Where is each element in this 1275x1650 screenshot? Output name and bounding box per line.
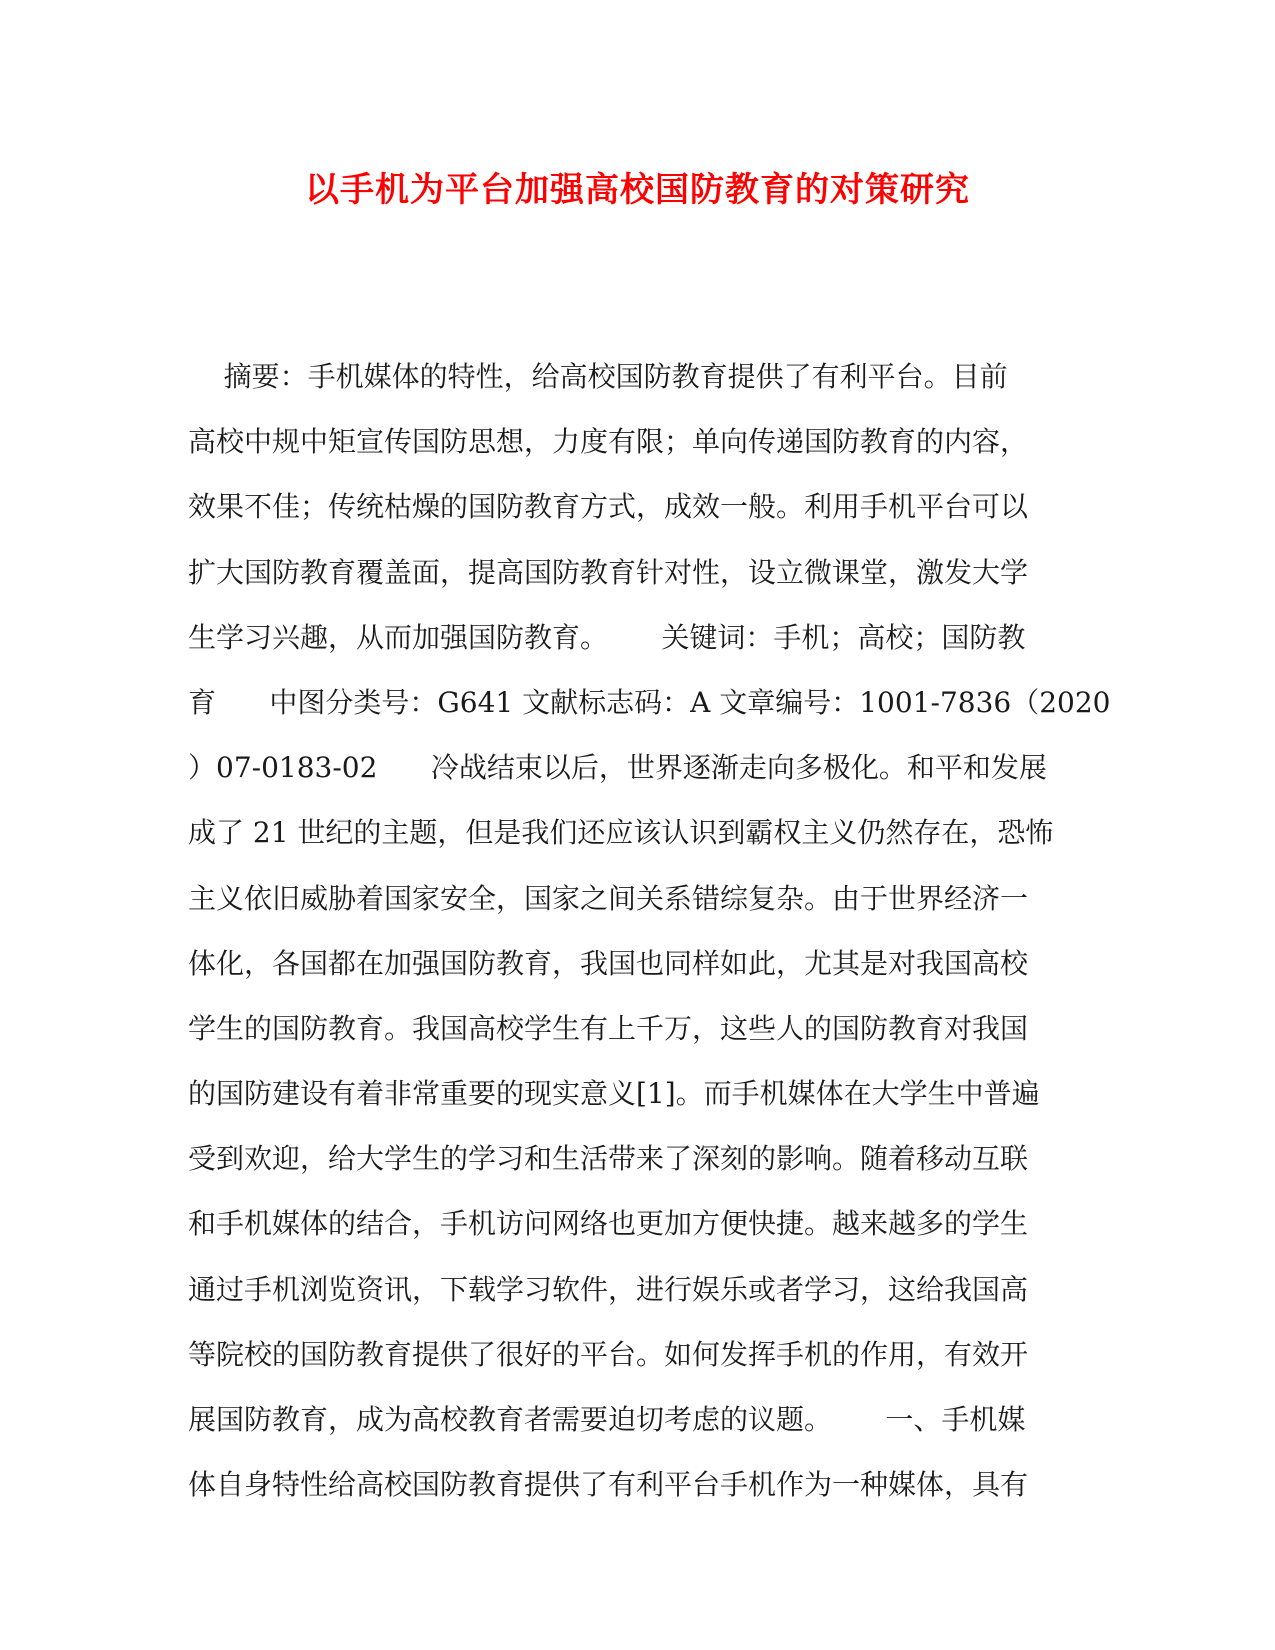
body-line: 学生的国防教育。我国高校学生有上千万，这些人的国防教育对我国	[188, 1011, 1029, 1045]
body-line: 体自身特性给高校国防教育提供了有利平台手机作为一种媒体，具有	[188, 1468, 1029, 1502]
body-line: 主义依旧威胁着国家安全，国家之间关系错综复杂。由于世界经济一	[188, 881, 1029, 915]
body-line: 展国防教育，成为高校教育者需要迫切考虑的议题。 一、手机媒	[188, 1403, 1026, 1436]
body-line: 受到欢迎，给大学生的学习和生活带来了深刻的影响。随着移动互联	[188, 1142, 1029, 1176]
body-line: 体化，各国都在加强国防教育，我国也同样如此，尤其是对我国高校	[188, 946, 1029, 980]
body-line: 的国防建设有着非常重要的现实意义[1]。而手机媒体在大学生中普遍	[188, 1077, 1040, 1111]
document-title: 以手机为平台加强高校国防教育的对策研究	[305, 170, 970, 210]
body-line: 通过手机浏览资讯，下载学习软件，进行娱乐或者学习，这给我国高	[188, 1272, 1029, 1306]
body-line: 育 中图分类号：G641 文献标志码：A 文章编号：1001-7836（2020	[188, 685, 1111, 719]
body-line: 和手机媒体的结合，手机访问网络也更加方便快捷。越来越多的学生	[188, 1207, 1029, 1241]
body-line: 效果不佳；传统枯燥的国防教育方式，成效一般。利用手机平台可以	[188, 490, 1029, 524]
body-line: 等院校的国防教育提供了很好的平台。如何发挥手机的作用，有效开	[188, 1337, 1029, 1371]
body-line: ）07-0183-02 冷战结束以后，世界逐渐走向多极化。和平和发展	[188, 751, 1047, 785]
document-body	[188, 344, 1111, 1517]
body-line: 扩大国防教育覆盖面，提高国防教育针对性，设立微课堂，激发大学	[188, 555, 1029, 589]
body-line: 成了 21 世纪的主题，但是我们还应该认识到霸权主义仍然存在，恐怖	[188, 816, 1054, 850]
body-line: 摘要：手机媒体的特性，给高校国防教育提供了有利平台。目前	[188, 360, 1008, 393]
body-line: 高校中规中矩宣传国防思想，力度有限；单向传递国防教育的内容，	[188, 425, 1029, 459]
body-line: 生学习兴趣，从而加强国防教育。 关键词：手机；高校；国防教	[188, 620, 1026, 654]
